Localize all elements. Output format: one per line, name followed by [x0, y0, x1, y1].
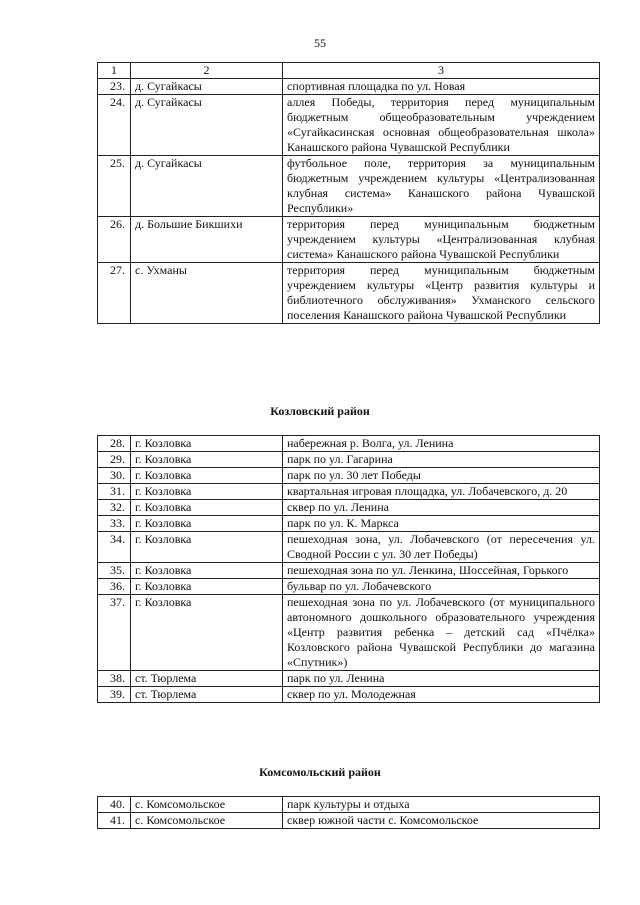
row-description: аллея Победы, территория перед муниципальным бюджетным общеобразовательным учреждением «Сугайкасинская основная общеобразовательная школа» Канашского района Чувашской Республики — [283, 95, 600, 156]
row-description: парк по ул. 30 лет Победы — [283, 468, 600, 484]
row-number: 36. — [98, 579, 131, 595]
table-row — [98, 217, 600, 263]
header-col-1: 1 — [98, 63, 131, 79]
row-number: 38. — [98, 671, 131, 687]
row-place: г. Козловка — [131, 579, 283, 595]
row-number: 33. — [98, 516, 131, 532]
row-number: 24. — [98, 95, 131, 156]
row-description: парк культуры и отдыха — [283, 797, 600, 813]
row-number: 37. — [98, 595, 131, 671]
row-description: пешеходная зона по ул. Лобачевского (от муниципального автономного дошкольного образовательного учреждения «Центр развития ребенка – детский сад «Пчёлка» Козловского района Чувашской Республики до магазина «Спутник») — [283, 595, 600, 671]
table-row — [98, 452, 600, 468]
row-number: 23. — [98, 79, 131, 95]
table-komsomolsky — [97, 796, 600, 829]
row-place: г. Козловка — [131, 436, 283, 452]
page-number: 55 — [314, 36, 326, 50]
table-row — [98, 484, 600, 500]
row-number: 41. — [98, 813, 131, 829]
row-number: 28. — [98, 436, 131, 452]
row-place: ст. Тюрлема — [131, 671, 283, 687]
section-title-komsomolsky: Комсомольский район — [259, 765, 381, 779]
row-description: спортивная площадка по ул. Новая — [283, 79, 600, 95]
row-place: г. Козловка — [131, 516, 283, 532]
row-description: территория перед муниципальным бюджетным учреждением культуры «Центр развития культуры и библиотечного обслуживания» Ухманского сельского поселения Канашского района Чувашской Республики — [283, 263, 600, 324]
row-place: г. Козловка — [131, 532, 283, 563]
table-row — [98, 532, 600, 563]
table-row — [98, 563, 600, 579]
row-place: г. Козловка — [131, 563, 283, 579]
row-place: д. Сугайкасы — [131, 156, 283, 217]
row-number: 32. — [98, 500, 131, 516]
section-title-kozlovsky: Козловский район — [270, 404, 370, 418]
row-description: парк по ул. Гагарина — [283, 452, 600, 468]
row-description: пешеходная зона по ул. Ленкина, Шоссейная, Горького — [283, 563, 600, 579]
table-row — [98, 79, 600, 95]
row-description: бульвар по ул. Лобачевского — [283, 579, 600, 595]
row-number: 27. — [98, 263, 131, 324]
row-place: г. Козловка — [131, 468, 283, 484]
row-place: г. Козловка — [131, 595, 283, 671]
row-place: д. Сугайкасы — [131, 95, 283, 156]
table-header-row — [98, 63, 600, 79]
row-number: 40. — [98, 797, 131, 813]
row-number: 30. — [98, 468, 131, 484]
row-number: 29. — [98, 452, 131, 468]
table-kanashsky — [97, 62, 600, 324]
row-description: набережная р. Волга, ул. Ленина — [283, 436, 600, 452]
row-number: 31. — [98, 484, 131, 500]
row-place: г. Козловка — [131, 500, 283, 516]
row-description: квартальная игровая площадка, ул. Лобачевского, д. 20 — [283, 484, 600, 500]
row-place: г. Козловка — [131, 484, 283, 500]
row-place: ст. Тюрлема — [131, 687, 283, 703]
table-row — [98, 156, 600, 217]
table-kozlovsky — [97, 435, 600, 703]
row-number: 34. — [98, 532, 131, 563]
row-place: д. Большие Бикшихи — [131, 217, 283, 263]
row-number: 35. — [98, 563, 131, 579]
row-place: с. Комсомольское — [131, 797, 283, 813]
table-row — [98, 516, 600, 532]
row-place: с. Комсомольское — [131, 813, 283, 829]
table-row — [98, 500, 600, 516]
row-description: футбольное поле, территория за муниципальным бюджетным учреждением культуры «Централизованная клубная система» Канашского района Чувашской Республики» — [283, 156, 600, 217]
row-description: сквер по ул. Молодежная — [283, 687, 600, 703]
table-row — [98, 263, 600, 324]
table-row — [98, 813, 600, 829]
header-col-3: 3 — [283, 63, 600, 79]
table-row — [98, 595, 600, 671]
row-number: 25. — [98, 156, 131, 217]
row-place: г. Козловка — [131, 452, 283, 468]
table-row — [98, 797, 600, 813]
table-row — [98, 671, 600, 687]
header-col-2: 2 — [131, 63, 283, 79]
row-number: 26. — [98, 217, 131, 263]
table-row — [98, 687, 600, 703]
row-description: сквер по ул. Ленина — [283, 500, 600, 516]
row-place: д. Сугайкасы — [131, 79, 283, 95]
row-description: территория перед муниципальным бюджетным учреждением культуры «Централизованная клубная система» Канашского района Чувашской Республики — [283, 217, 600, 263]
table-row — [98, 468, 600, 484]
table-row — [98, 579, 600, 595]
table-row — [98, 95, 600, 156]
row-description: сквер южной части с. Комсомольское — [283, 813, 600, 829]
table-row — [98, 436, 600, 452]
row-place: с. Ухманы — [131, 263, 283, 324]
row-number: 39. — [98, 687, 131, 703]
row-description: пешеходная зона, ул. Лобачевского (от пересечения ул. Сводной России с ул. 30 лет Победы) — [283, 532, 600, 563]
row-description: парк по ул. К. Маркса — [283, 516, 600, 532]
row-description: парк по ул. Ленина — [283, 671, 600, 687]
